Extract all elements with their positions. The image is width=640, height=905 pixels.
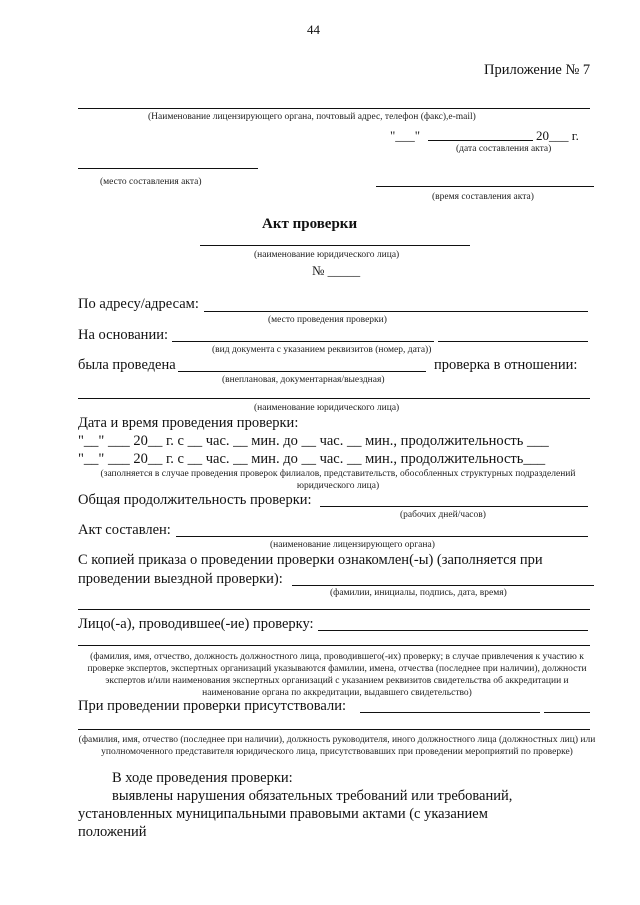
entity-line[interactable] <box>200 245 470 246</box>
datetime-label: Дата и время проведения проверки: <box>78 415 299 431</box>
place-caption: (место составления акта) <box>100 177 202 187</box>
page-number: 44 <box>307 22 320 37</box>
address-line[interactable] <box>204 311 588 312</box>
present-line-2[interactable] <box>544 712 590 713</box>
basis-label: На основании: <box>78 327 168 343</box>
act-number: № _____ <box>312 263 361 278</box>
address-caption: (место проведения проверки) <box>268 315 387 325</box>
org-line[interactable] <box>78 108 590 109</box>
duration-caption: (рабочих дней/часов) <box>400 510 486 520</box>
copy-line[interactable] <box>292 585 594 586</box>
address-label: По адресу/адресам: <box>78 296 199 312</box>
held-line[interactable] <box>178 371 426 372</box>
copy-line-2: проведении выездной проверки): <box>78 571 283 587</box>
copy-caption: (фамилии, инициалы, подпись, дата, время) <box>330 588 507 598</box>
body-paragraph-2-line-3: положений <box>78 824 147 840</box>
place-line[interactable] <box>78 168 258 169</box>
date-year: 20___ г. <box>536 128 579 143</box>
body-paragraph-2-line-1: выявлены нарушения обязательных требований или требований, <box>112 788 513 804</box>
present-extra-line[interactable] <box>78 729 590 730</box>
compiled-label: Акт составлен: <box>78 522 171 538</box>
present-line-1[interactable] <box>360 712 540 713</box>
basis-line-1[interactable] <box>172 341 434 342</box>
entity2-caption: (наименование юридического лица) <box>254 403 400 413</box>
basis-caption: (вид документа с указанием реквизитов (номер, дата)) <box>212 345 432 355</box>
inspector-extra-line[interactable] <box>78 645 590 646</box>
inspector-label: Лицо(-а), проводившее(-ие) проверку: <box>78 616 314 632</box>
appendix-label: Приложение № 7 <box>484 62 591 78</box>
time-line[interactable] <box>376 186 594 187</box>
document-title: Акт проверки <box>262 216 358 232</box>
body-paragraph-2-line-2: установленных муниципальными правовыми актами (с указанием <box>78 806 488 822</box>
entity2-line[interactable] <box>78 398 590 399</box>
present-note: (фамилия, имя, отчество (последнее при наличии), должность руководителя, иного должностного лица (должностных лиц) или уполномоченного представителя юридического лица, присутствовавших при проведении мероприятий по проверке) <box>78 735 596 757</box>
time-caption: (время составления акта) <box>432 192 534 202</box>
datetime-row-2: "__" ___ 20__ г. с __ час. __ мин. до __ час. __ мин., продолжительность___ <box>78 451 546 467</box>
entity-caption: (наименование юридического лица) <box>254 250 400 260</box>
basis-line-2[interactable] <box>438 341 588 342</box>
date-month-line[interactable] <box>428 140 533 141</box>
inspector-line[interactable] <box>318 630 588 631</box>
body-paragraph-1: В ходе проведения проверки: <box>112 770 293 786</box>
held-after: проверка в отношении: <box>434 357 578 373</box>
compiled-caption: (наименование лицензирующего органа) <box>270 540 435 550</box>
datetime-row-1: "__" ___ 20__ г. с __ час. __ мин. до __ час. __ мин., продолжительность ___ <box>78 433 549 449</box>
held-label: была проведена <box>78 357 176 373</box>
copy-extra-line[interactable] <box>78 609 590 610</box>
held-caption: (внеплановая, документарная/выездная) <box>222 375 385 385</box>
datetime-note: (заполняется в случае проведения проверок филиалов, представительств, обособленных структурных подразделений юридического лица) <box>100 469 576 491</box>
compiled-line[interactable] <box>176 536 588 537</box>
duration-label: Общая продолжительность проверки: <box>78 492 312 508</box>
present-label: При проведении проверки присутствовали: <box>78 698 347 714</box>
inspector-note: (фамилия, имя, отчество, должность должностного лица, проводившего(-их) проверку; в случае привлечения к участию к проверке экспертов, экспертных организаций указываются фамилии, имена, отчества (последнее при наличии), должности экспертов и/или наименования экспертных организаций с указанием реквизитов свидетельства об аккредитации и наименование органа по аккредитации, выдавшего свидетельство) <box>87 652 587 698</box>
date-quote: "___" <box>390 128 421 143</box>
org-caption: (Наименование лицензирующего органа, почтовый адрес, телефон (факс),e-mail) <box>148 112 476 122</box>
copy-line-1: С копией приказа о проведении проверки ознакомлен(-ы) (заполняется при <box>78 552 543 568</box>
duration-line[interactable] <box>320 506 588 507</box>
date-caption: (дата составления акта) <box>456 144 552 154</box>
